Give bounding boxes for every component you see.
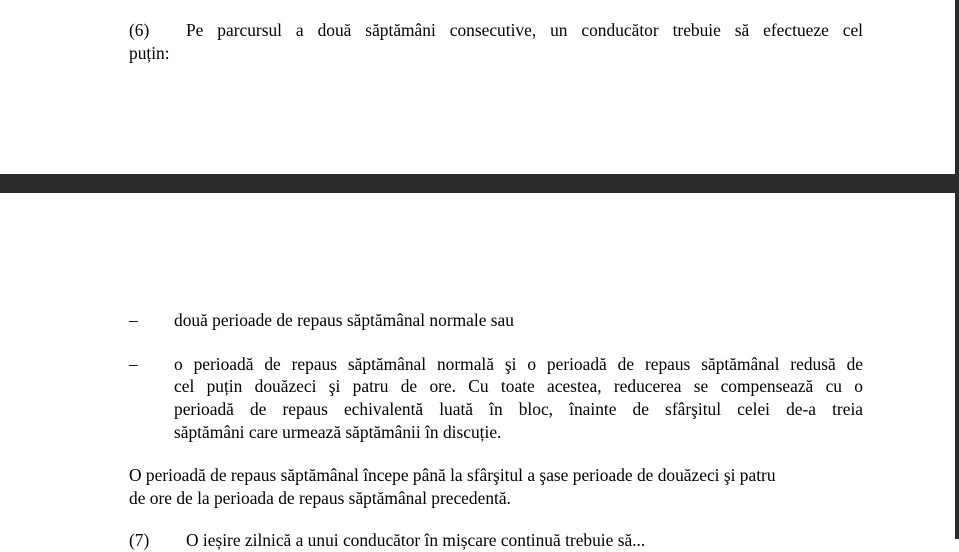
paragraph-line: O perioadă de repaus săptămânal începe până la sfârşitul a şase perioade de douăzeci şi patru	[129, 465, 776, 485]
page-edge	[955, 193, 959, 539]
bullet-dash: –	[129, 354, 138, 374]
paragraph-line: de ore de la perioada de repaus săptămânal precedentă.	[129, 488, 511, 508]
paragraph-number: (6)	[129, 20, 150, 40]
page-separator	[0, 174, 959, 193]
paragraph-line: Pe parcursul a două săptămâni consecutive, un conducător trebuie să efectueze cel	[186, 20, 863, 40]
bullet-line: o perioadă de repaus săptămânal normală şi o perioadă de repaus săptămânal redusă de	[174, 354, 863, 374]
paragraph-number: (7)	[129, 530, 150, 550]
paragraph-line: O ieșire zilnică a unui conducător în mișcare continuă trebuie să...	[186, 530, 646, 550]
page-edge	[955, 0, 959, 174]
bullet-line: perioadă de repaus echivalentă luată în bloc, înainte de sfârşitul celei de-a treia	[174, 399, 863, 419]
bullet-line: două perioade de repaus săptămânal normale sau	[174, 310, 514, 330]
bullet-line: cel puțin douăzeci şi patru de ore. Cu toate acestea, reducerea se compensează cu o	[174, 376, 863, 396]
bullet-line: săptămâni care urmează săptămânii în discuție.	[174, 422, 502, 442]
paragraph-line: puțin:	[129, 43, 170, 63]
bullet-dash: –	[129, 310, 138, 330]
